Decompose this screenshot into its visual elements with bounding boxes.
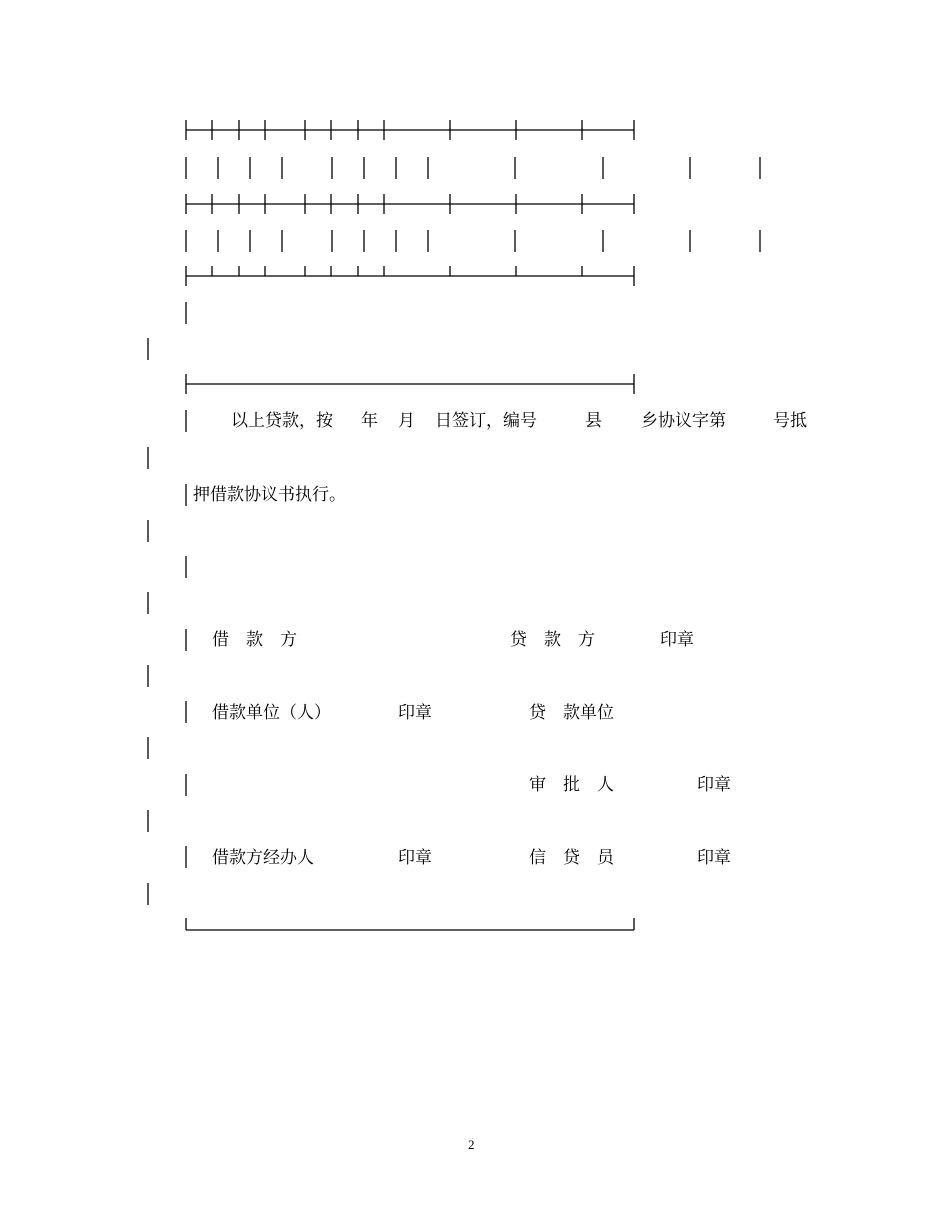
label-approver: 审 批 人 <box>529 775 614 795</box>
label-credit-officer: 信 贷 员 <box>529 848 614 868</box>
label-seal-borrower-unit: 印章 <box>398 703 432 723</box>
table-grid-top <box>186 120 634 140</box>
text-township-agreement: 乡协议字第 <box>641 411 726 431</box>
table-row-bars-2 <box>186 230 760 252</box>
left-margin-bars <box>148 302 186 905</box>
text-day-signed: 日签订，编号 <box>435 411 537 431</box>
text-county: 县 <box>585 411 602 431</box>
section-header-rule <box>186 374 634 394</box>
text-month: 月 <box>398 411 415 431</box>
label-lender-unit: 贷 款单位 <box>529 703 614 723</box>
label-lender-party: 贷 款 方 <box>510 630 595 650</box>
table-row-bars-1 <box>186 157 760 179</box>
text-year: 年 <box>361 411 378 431</box>
label-borrower-party: 借 款 方 <box>212 630 297 650</box>
text-agreement-execution: 押借款协议书执行。 <box>193 485 346 505</box>
table-bottom-border <box>186 918 634 930</box>
page-number: 2 <box>468 1137 475 1152</box>
label-seal-credit-officer: 印章 <box>697 848 731 868</box>
table-grid-bottom <box>186 266 634 286</box>
table-grid-middle <box>186 194 634 214</box>
label-seal-approver: 印章 <box>697 775 731 795</box>
text-number-mortgage: 号抵 <box>773 411 807 431</box>
label-seal-borrower-agent: 印章 <box>398 848 432 868</box>
label-seal-lender-party: 印章 <box>660 630 694 650</box>
label-borrower-agent: 借款方经办人 <box>212 848 314 868</box>
label-borrower-unit: 借款单位（人） <box>212 703 331 723</box>
text-loan-intro: 以上贷款，按 <box>231 411 333 431</box>
